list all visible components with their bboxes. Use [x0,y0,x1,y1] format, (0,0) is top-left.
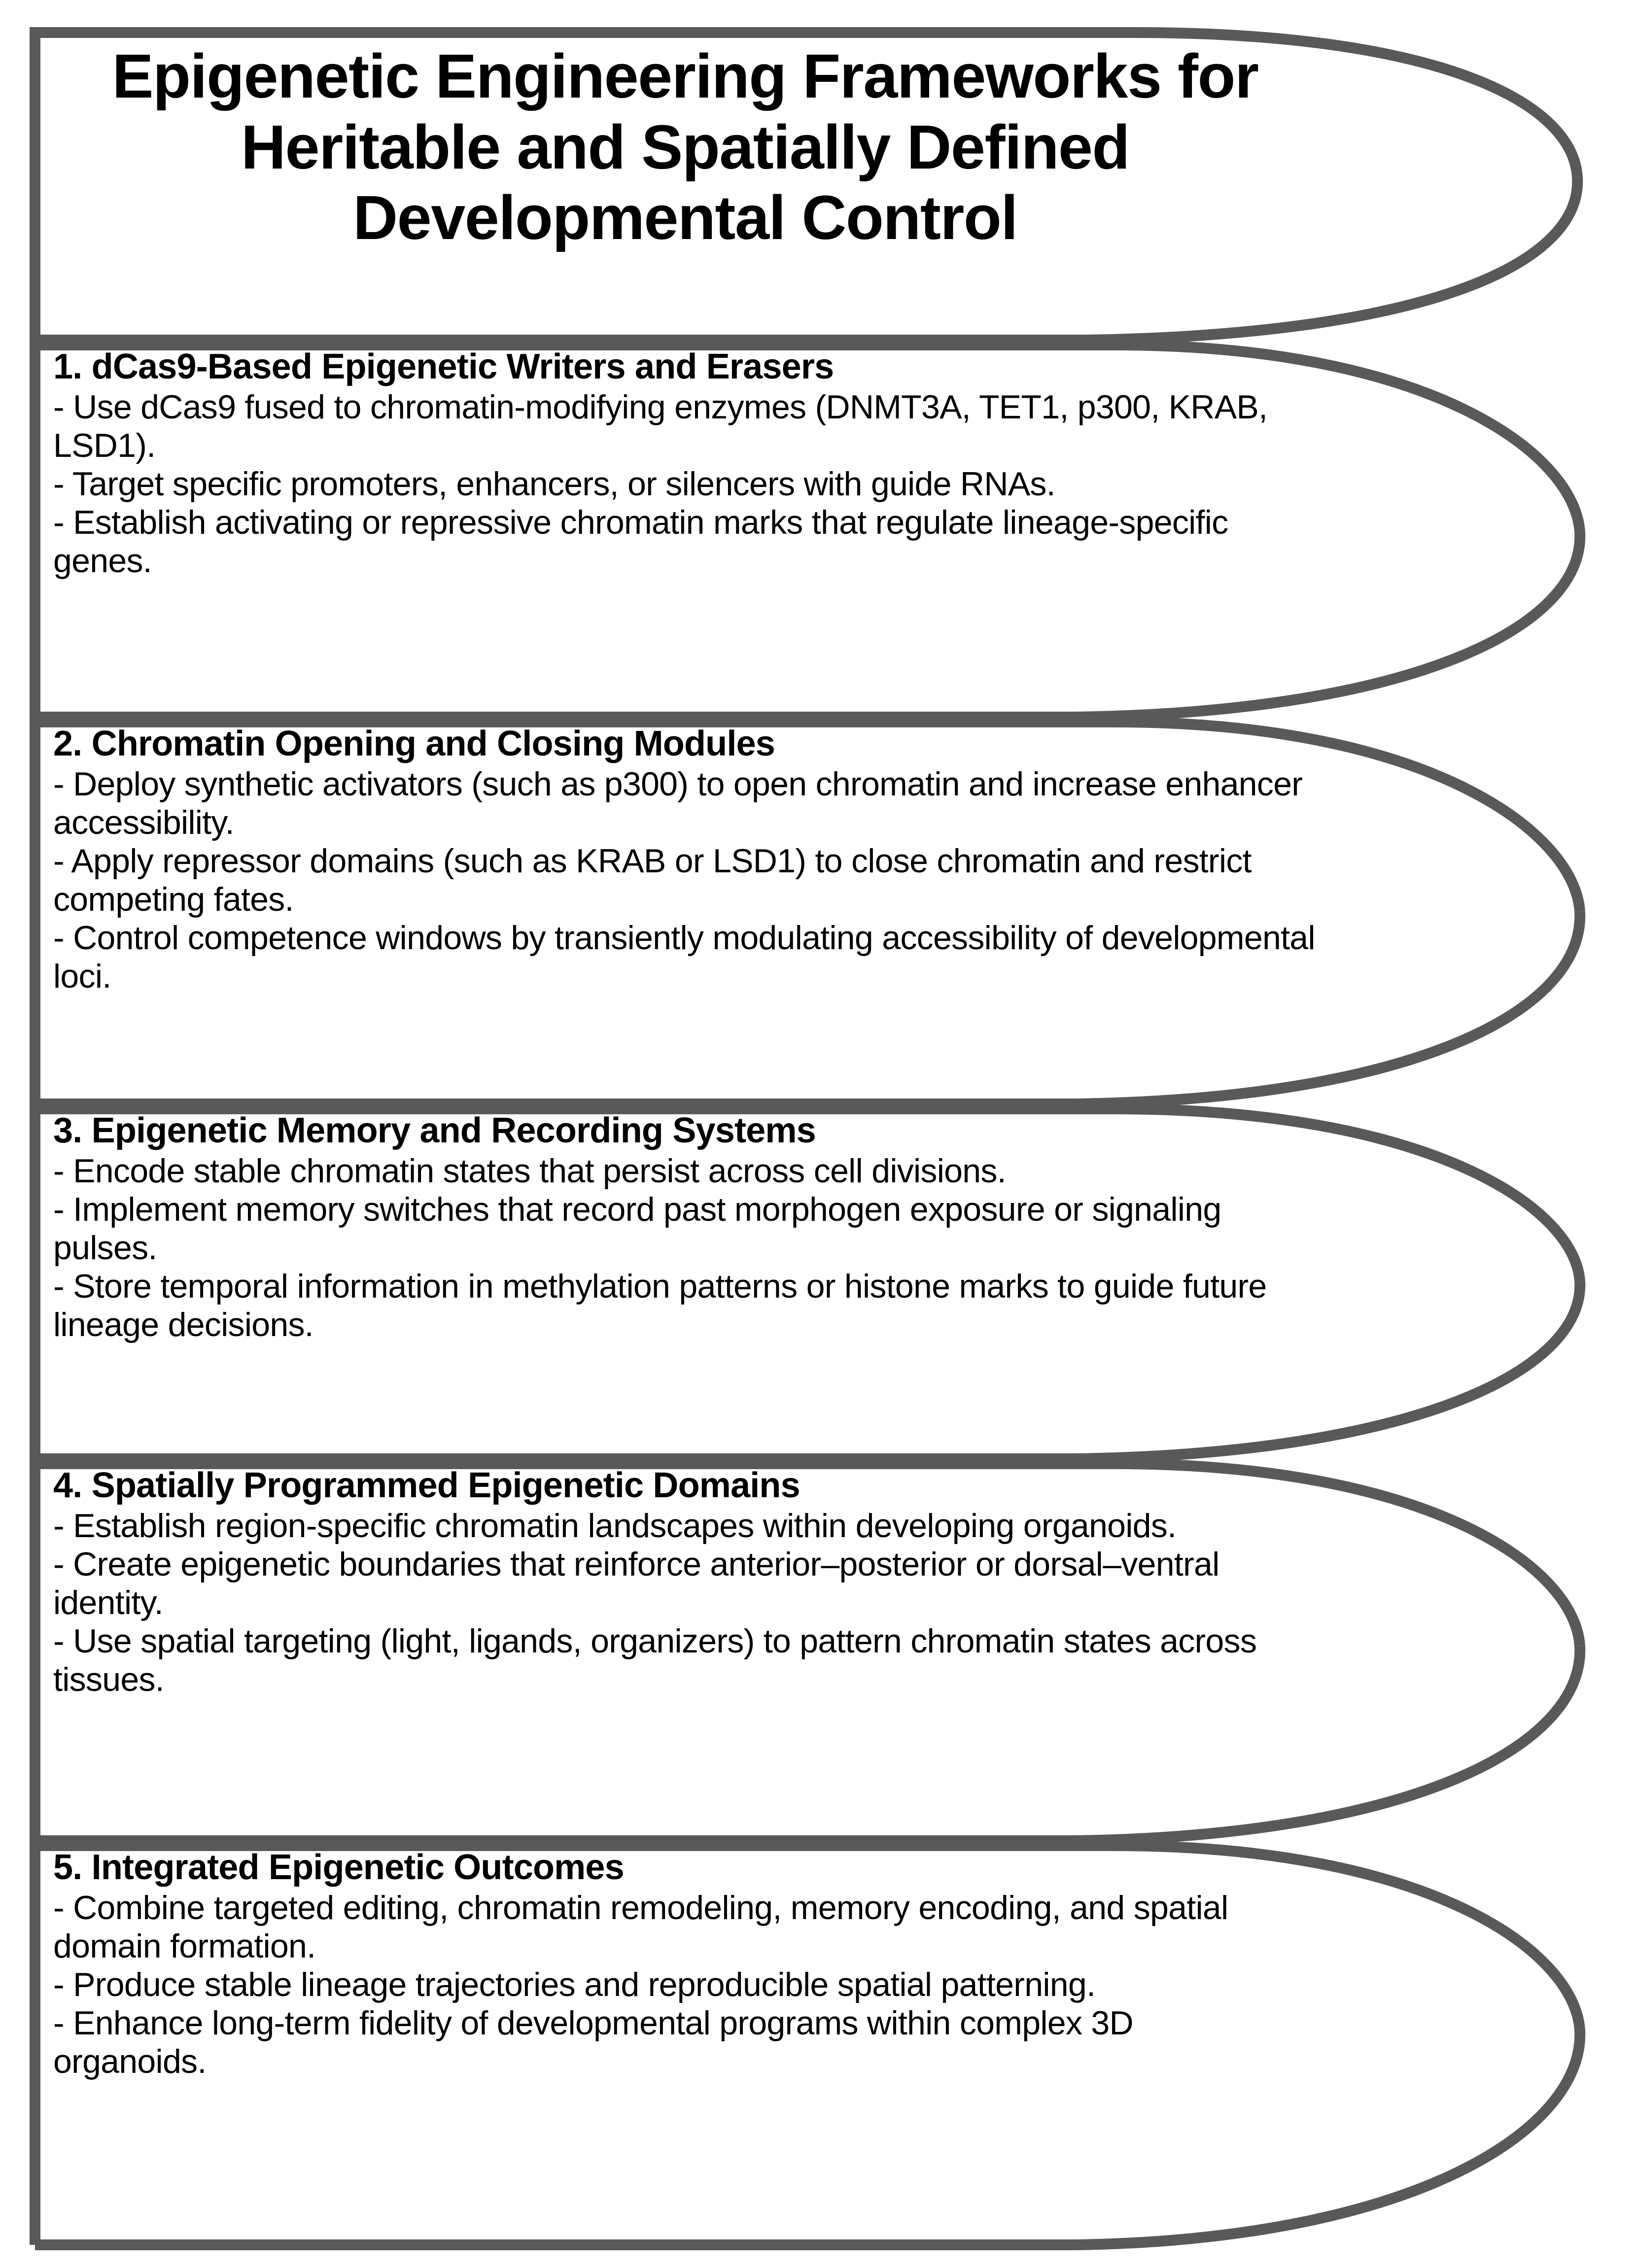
section-heading-5: 5. Integrated Epigenetic Outcomes [53,1848,624,1887]
bullet-3-2: - Implement memory switches that record past morphogen exposure or signaling pulses. [53,1191,1221,1267]
section-heading-3: 3. Epigenetic Memory and Recording Systems [53,1111,816,1150]
bullet-5-3: - Enhance long-term fidelity of developmental programs within complex 3D organoids. [53,2004,1133,2080]
section-heading-2: 2. Chromatin Opening and Closing Modules [53,724,775,763]
bullet-2-2: - Apply repressor domains (such as KRAB or LSD1) to close chromatin and restrict competing fates. [53,842,1252,918]
bullet-4-2: - Create epigenetic boundaries that reinforce anterior–posterior or dorsal–ventral identity. [53,1546,1220,1622]
title-panel [30,27,1597,340]
bullet-3-3: - Store temporal information in methylation patterns or histone marks to guide future lineage decisions. [53,1267,1267,1343]
section-panel-1[interactable] [30,340,1597,717]
section-heading-4: 4. Spatially Programmed Epigenetic Domains [53,1466,800,1505]
bullet-2-1: - Deploy synthetic activators (such as p300) to open chromatin and increase enhancer accessibility. [53,765,1303,842]
bullet-1-1: - Use dCas9 fused to chromatin-modifying enzymes (DNMT3A, TET1, p300, KRAB, LSD1). [53,388,1268,465]
section-panel-3[interactable] [30,1104,1597,1459]
bullet-5-1: - Combine targeted editing, chromatin remodeling, memory encoding, and spatial domain formation. [53,1889,1228,1965]
bullet-4-3: - Use spatial targeting (light, ligands, organizers) to pattern chromatin states across tissues. [53,1622,1257,1698]
section-panel-5[interactable] [30,1841,1597,2245]
bullet-3-1: - Encode stable chromatin states that persist across cell divisions. [53,1152,1006,1190]
panel-stack [30,27,1597,2245]
bullet-5-2: - Produce stable lineage trajectories and reproducible spatial patterning. [53,1966,1096,2004]
bullet-1-2: - Target specific promoters, enhancers, or silencers with guide RNAs. [53,465,1055,503]
section-heading-1: 1. dCas9-Based Epigenetic Writers and Erasers [53,347,834,386]
page-title: Epigenetic Engineering Frameworks for Heritable and Spatially Defined Developmental Control [112,41,1258,253]
section-panel-4[interactable] [30,1459,1597,1841]
bullet-4-1: - Establish region-specific chromatin landscapes within developing organoids. [53,1507,1177,1545]
bullet-2-3: - Control competence windows by transiently modulating accessibility of developmental loci. [53,919,1315,995]
section-panel-2[interactable] [30,717,1597,1104]
bullet-1-3: - Establish activating or repressive chromatin marks that regulate lineage-specific genes. [53,503,1228,580]
